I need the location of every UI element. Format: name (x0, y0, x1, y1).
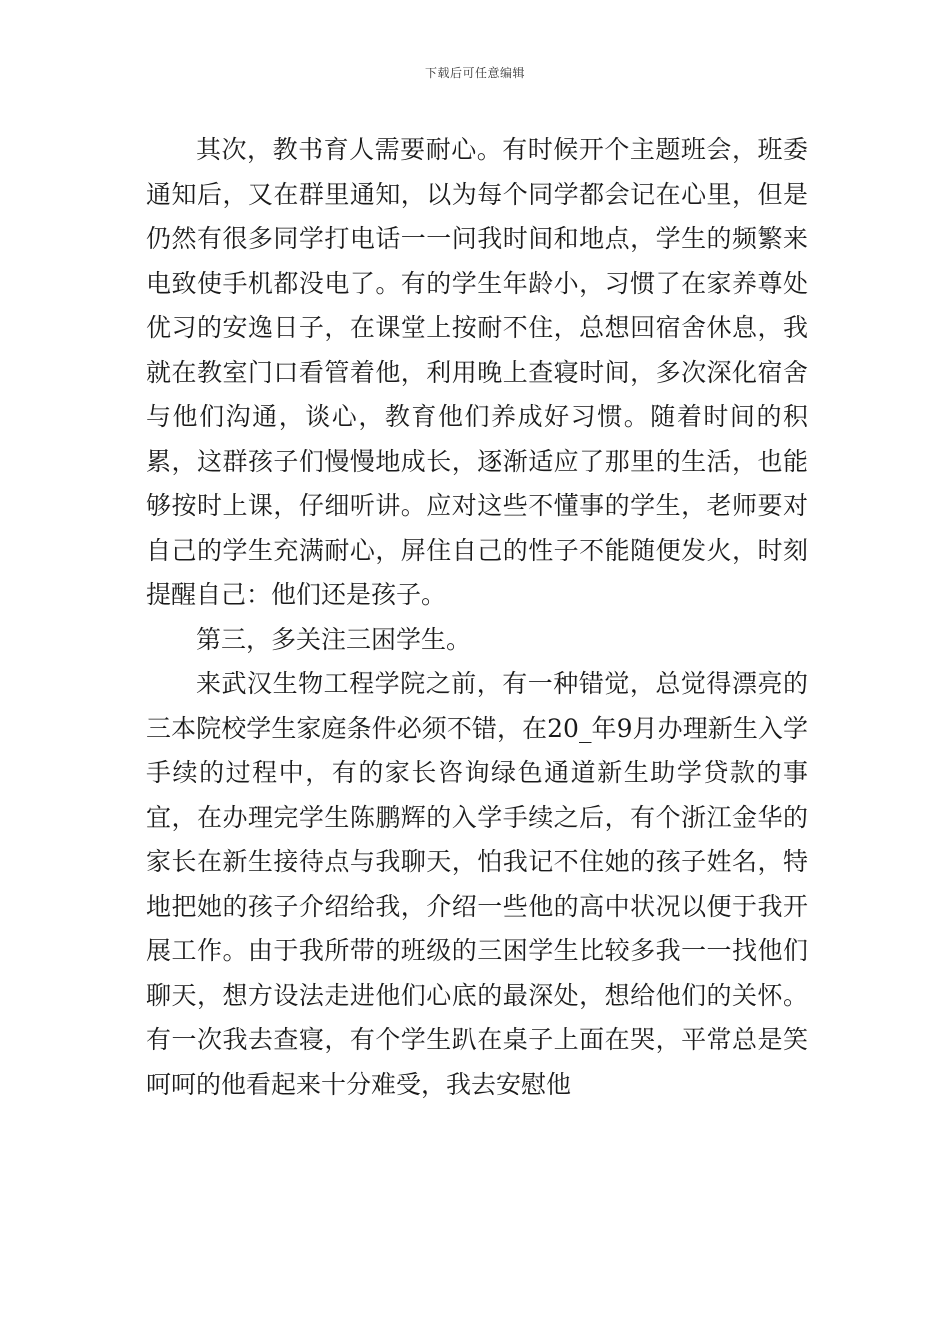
paragraph-poor-students: 来武汉生物工程学院之前，有一种错觉，总觉得漂亮的三本院校学生家庭条件必须不错，在20_年9月办理新生入学手续的过程中，有的家长咨询绿色通道新生助学贷款的事宜，在办理完学生陈鹏辉的入学手续之后，有个浙江金华的家长在新生接待点与我聊天，怕我记不住她的孩子姓名，特地把她的孩子介绍给我，介绍一些他的高中状况以便于我开展工作。由于我所带的班级的三困学生比较多我一一找他们聊天，想方设法走进他们心底的最深处，想给他们的关怀。有一次我去查寝，有个学生趴在桌子上面在哭，平常总是笑呵呵的他看起来十分难受，我去安慰他 (146, 669, 808, 1099)
paragraph-patience: 其次，教书育人需要耐心。有时候开个主题班会，班委通知后，又在群里通知，以为每个同学都会记在心里，但是仍然有很多同学打电话一一问我时间和地点，学生的频繁来电致使手机都没电了。有的学生年龄小，习惯了在家养尊处优习的安逸日子，在课堂上按耐不住，总想回宿舍休息，我就在教室门口看管着他，利用晚上查寝时间，多次深化宿舍与他们沟通，谈心，教育他们养成好习惯。随着时间的积累，这群孩子们慢慢地成长，逐渐适应了那里的生活，也能够按时上课，仔细听讲。应对这些不懂事的学生，老师要对自己的学生充满耐心，屏住自己的性子不能随便发火，时刻提醒自己：他们还是孩子。 (146, 135, 808, 609)
paragraph-third-heading: 第三，多关注三困学生。 (196, 624, 472, 654)
page-header-note: 下载后可任意编辑 (424, 66, 525, 80)
document-body (146, 128, 808, 1107)
